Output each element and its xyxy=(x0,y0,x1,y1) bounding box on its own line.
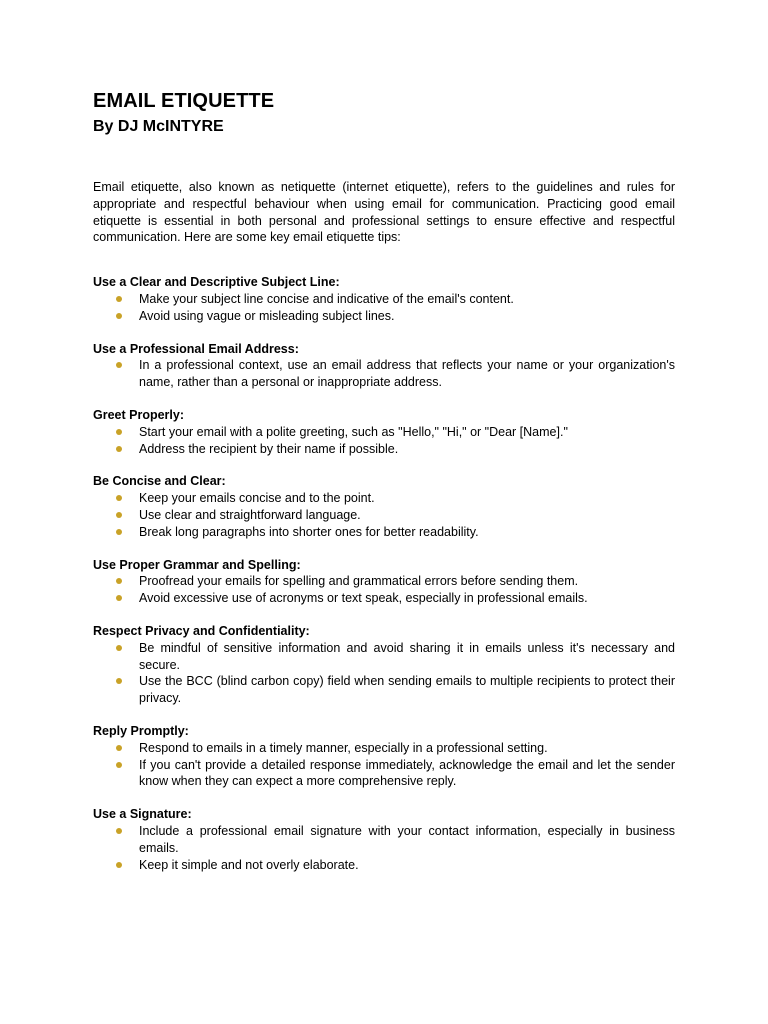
document-author: By DJ McINTYRE xyxy=(93,118,224,135)
section-heading: Use a Signature: xyxy=(93,807,192,822)
bullet-item xyxy=(93,757,675,791)
bullet-list xyxy=(93,357,675,391)
bullet-dot-icon xyxy=(116,762,122,768)
bullet-text: Avoid using vague or misleading subject lines. xyxy=(139,308,395,323)
bullet-list xyxy=(93,291,675,325)
tip-section xyxy=(93,806,675,873)
bullet-item xyxy=(93,291,675,308)
bullet-dot-icon xyxy=(116,313,122,319)
bullet-text: Avoid excessive use of acronyms or text speak, especially in professional emails. xyxy=(139,591,588,606)
bullet-text: Include a professional email signature with your contact information, especially in business emails. xyxy=(139,823,675,855)
bullet-text: If you can't provide a detailed response immediately, acknowledge the email and let the sender know when they can expect a more comprehensive reply. xyxy=(139,757,675,789)
tip-section xyxy=(93,473,675,540)
bullet-item xyxy=(93,524,675,541)
bullet-text: Make your subject line concise and indicative of the email's content. xyxy=(139,291,514,306)
section-heading: Be Concise and Clear: xyxy=(93,474,226,489)
tip-section xyxy=(93,557,675,607)
bullet-text: Break long paragraphs into shorter ones for better readability. xyxy=(139,524,479,539)
bullet-list xyxy=(93,424,675,458)
bullet-dot-icon xyxy=(116,828,122,834)
bullet-dot-icon xyxy=(116,578,122,584)
bullet-list xyxy=(93,823,675,873)
section-heading: Respect Privacy and Confidentiality: xyxy=(93,623,310,638)
bullet-dot-icon xyxy=(116,495,122,501)
bullet-text: Start your email with a polite greeting, such as "Hello," "Hi," or "Dear [Name]." xyxy=(139,424,568,439)
bullet-text: In a professional context, use an email address that reflects your name or your organization's name, rather than a personal or inappropriate address. xyxy=(139,358,675,390)
bullet-dot-icon xyxy=(116,446,122,452)
bullet-item xyxy=(93,357,675,391)
bullet-item xyxy=(93,507,675,524)
bullet-text: Proofread your emails for spelling and grammatical errors before sending them. xyxy=(139,574,579,589)
bullet-dot-icon xyxy=(116,645,122,651)
document-title: EMAIL ETIQUETTE xyxy=(93,90,275,112)
bullet-item xyxy=(93,740,675,757)
tip-section xyxy=(93,341,675,391)
bullet-item xyxy=(93,640,675,674)
bullet-text: Be mindful of sensitive information and avoid sharing it in emails unless it's necessary and secure. xyxy=(139,640,675,672)
bullet-text: Use the BCC (blind carbon copy) field when sending emails to multiple recipients to protect their privacy. xyxy=(139,674,675,706)
bullet-dot-icon xyxy=(116,296,122,302)
section-heading: Use Proper Grammar and Spelling: xyxy=(93,557,301,572)
bullet-item xyxy=(93,673,675,707)
bullet-text: Address the recipient by their name if possible. xyxy=(139,441,399,456)
bullet-dot-icon xyxy=(116,512,122,518)
section-heading: Greet Properly: xyxy=(93,407,185,422)
bullet-item xyxy=(93,590,675,607)
section-heading: Reply Promptly: xyxy=(93,723,189,738)
bullet-text: Keep it simple and not overly elaborate. xyxy=(139,857,359,872)
tip-section xyxy=(93,623,675,707)
bullet-text: Use clear and straightforward language. xyxy=(139,507,361,522)
sections-container xyxy=(93,274,675,873)
bullet-list xyxy=(93,490,675,540)
bullet-dot-icon xyxy=(116,362,122,368)
bullet-item xyxy=(93,573,675,590)
section-heading: Use a Clear and Descriptive Subject Line: xyxy=(93,275,340,290)
tip-section xyxy=(93,723,675,790)
bullet-text: Keep your emails concise and to the point. xyxy=(139,491,375,506)
tip-section xyxy=(93,274,675,324)
bullet-item xyxy=(93,490,675,507)
bullet-dot-icon xyxy=(116,862,122,868)
bullet-item xyxy=(93,441,675,458)
bullet-dot-icon xyxy=(116,429,122,435)
bullet-item xyxy=(93,857,675,874)
bullet-list xyxy=(93,640,675,707)
bullet-dot-icon xyxy=(116,529,122,535)
tip-section xyxy=(93,407,675,457)
bullet-dot-icon xyxy=(116,595,122,601)
bullet-item xyxy=(93,823,675,857)
bullet-dot-icon xyxy=(116,745,122,751)
bullet-dot-icon xyxy=(116,678,122,684)
bullet-item xyxy=(93,308,675,325)
document-page xyxy=(93,88,675,889)
bullet-list xyxy=(93,573,675,607)
bullet-list xyxy=(93,740,675,790)
intro-paragraph: Email etiquette, also known as netiquette (internet etiquette), refers to the guidelines and rules for appropriate and respectful behaviour when using email for communication. Practicing good email etiquette is essential in both personal and professional settings to ensure effective and respectful communication. Here are some key email etiquette tips: xyxy=(93,180,675,245)
section-heading: Use a Professional Email Address: xyxy=(93,341,299,356)
bullet-item xyxy=(93,424,675,441)
bullet-text: Respond to emails in a timely manner, especially in a professional setting. xyxy=(139,740,548,755)
